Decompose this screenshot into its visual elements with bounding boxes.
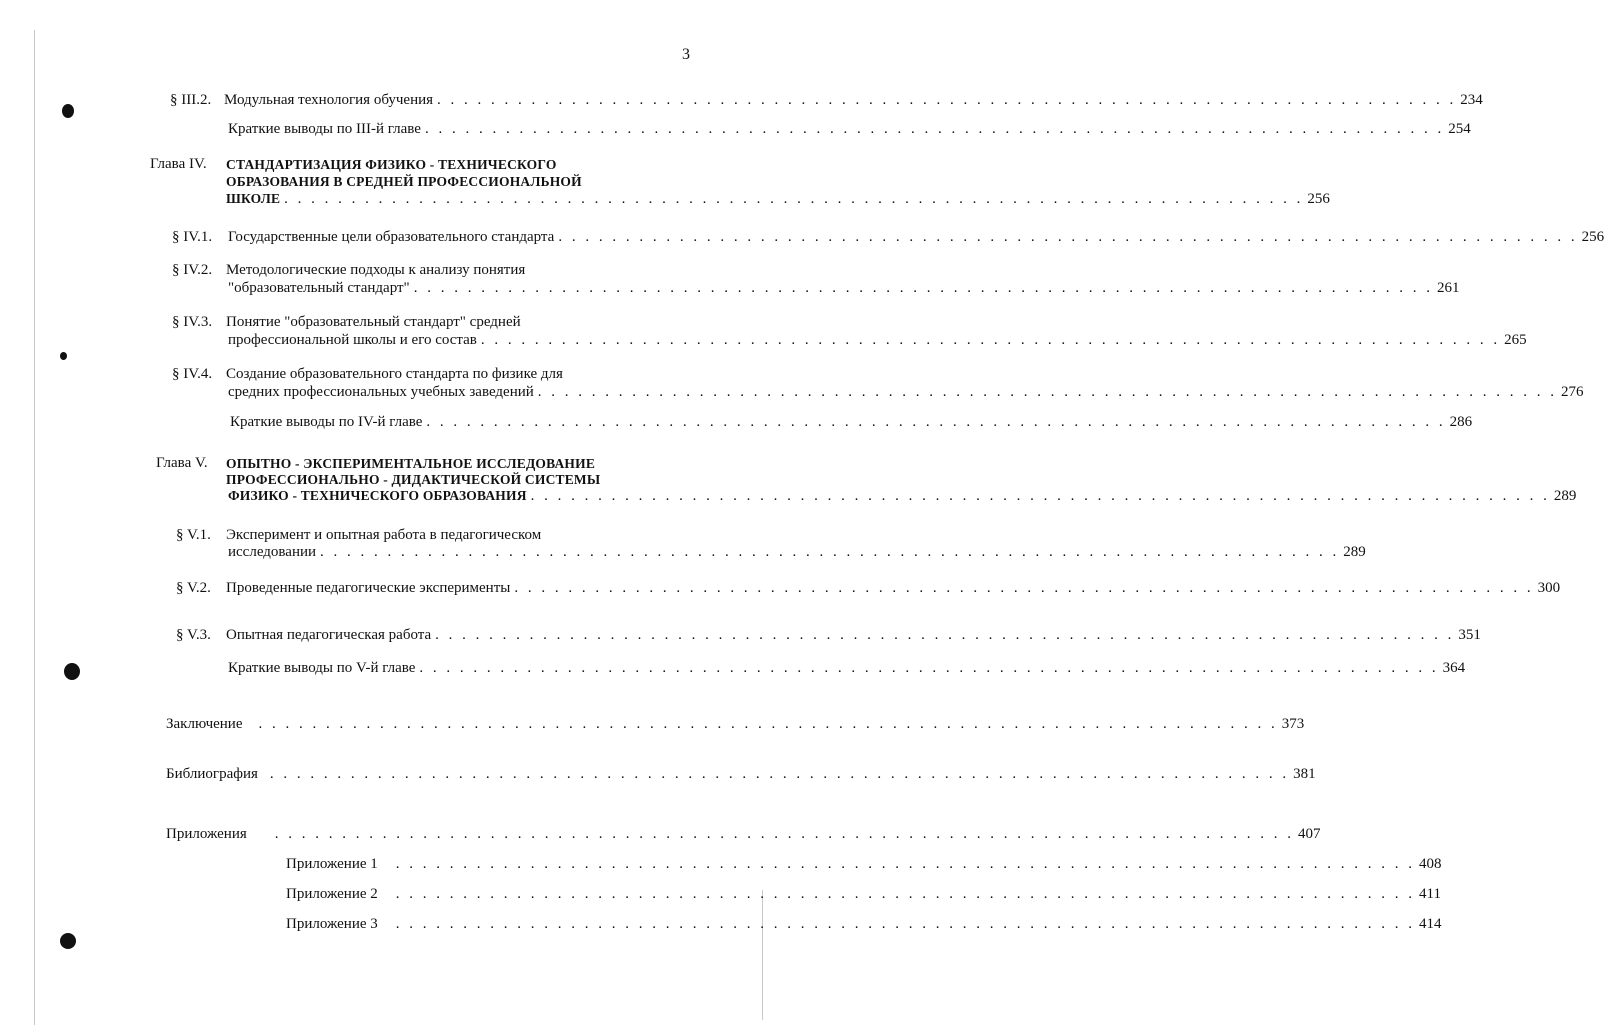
toc-entry-title: Приложение 2 — [286, 886, 378, 902]
dot-leader: . . . . . . . . . . . . . . . . . . . . . . . . . . . . . . . . . . . . . . . . . . . . . . . . . . . . . . . . . . . . . . . . . . . . . . . . . . . . — [258, 716, 1278, 732]
toc-entry-title: профессиональной школы и его состав — [228, 332, 477, 348]
dot-leader: . . . . . . . . . . . . . . . . . . . . . . . . . . . . . . . . . . . . . . . . . . . . . . . . . . . . . . . . . . . . . . . . . . . . . . . . . . . . — [537, 384, 1558, 400]
dot-leader: . . . . . . . . . . . . . . . . . . . . . . . . . . . . . . . . . . . . . . . . . . . . . . . . . . . . . . . . . . . . . . . . . . . . . . . . . . . . — [530, 488, 1550, 504]
toc-entry-chapter-4 — [226, 191, 1330, 208]
toc-section-number: § V.1. — [176, 527, 211, 543]
toc-entry-page: 256 — [1581, 229, 1604, 245]
toc-entry-4-3 — [228, 332, 1527, 349]
dot-leader: . . . . . . . . . . . . . . . . . . . . . . . . . . . . . . . . . . . . . . . . . . . . . . . . . . . . . . . . . . . . . . . . . . . . . . . . . . . . — [395, 886, 1416, 902]
toc-section-number: § V.2. — [176, 580, 211, 596]
toc-entry-title: Библиография — [166, 766, 258, 782]
toc-chapter-title-line: ШКОЛЕ — [226, 191, 281, 206]
scan-speck — [62, 104, 74, 118]
toc-entry-title: Краткие выводы по III-й главе — [228, 121, 421, 137]
toc-entry-title: Приложения — [166, 826, 247, 842]
toc-entry-title: Заключение — [166, 716, 243, 732]
page-number: 3 — [682, 46, 690, 63]
toc-section-number: § IV.3. — [172, 314, 213, 330]
toc-entry-title: Приложение 1 — [286, 856, 378, 872]
page-edge-right — [762, 890, 763, 1020]
toc-entry-page: 289 — [1343, 544, 1366, 560]
toc-entry-5-3 — [226, 627, 1481, 644]
toc-entry-appendix-2 — [286, 886, 1441, 903]
toc-entry-title: Государственные цели образовательного стандарта — [228, 229, 555, 245]
toc-entry-title: Краткие выводы по V-й главе — [228, 660, 416, 676]
toc-section-number: § III.2. — [170, 92, 212, 108]
toc-chapter-label: Глава V. — [156, 455, 208, 471]
toc-entry-appendix-1 — [286, 856, 1442, 873]
toc-entry-page: 265 — [1504, 332, 1527, 348]
toc-entry-page: 408 — [1419, 856, 1442, 872]
toc-entry-title: средних профессиональных учебных заведений — [228, 384, 534, 400]
toc-entry-4-4 — [228, 384, 1584, 401]
toc-chapter-title-line: ПРОФЕССИОНАЛЬНО - ДИДАКТИЧЕСКОЙ СИСТЕМЫ — [226, 472, 601, 487]
toc-section-number: § V.3. — [176, 627, 211, 643]
toc-entry-appendices — [166, 826, 1321, 843]
scan-speck — [64, 663, 80, 680]
toc-entry-page: 286 — [1449, 414, 1473, 430]
toc-entry-title: Понятие "образовательный стандарт" средней — [226, 314, 521, 330]
toc-entry-3-2 — [224, 92, 1483, 109]
toc-chapter-title-line: ОПЫТНО - ЭКСПЕРИМЕНТАЛЬНОЕ ИССЛЕДОВАНИЕ — [226, 456, 596, 471]
toc-entry-page: 373 — [1281, 716, 1305, 732]
toc-section-number: § IV.1. — [172, 229, 213, 245]
toc-entry-4-1 — [228, 229, 1604, 246]
scan-speck — [60, 933, 76, 949]
toc-entry-summary-4 — [230, 414, 1473, 431]
dot-leader: . . . . . . . . . . . . . . . . . . . . . . . . . . . . . . . . . . . . . . . . . . . . . . . . . . . . . . . . . . . . . . . . . . . . . . . . . . . . — [437, 92, 1457, 108]
toc-entry-summary-3 — [228, 121, 1471, 138]
toc-entry-page: 407 — [1298, 826, 1321, 842]
dot-leader: . . . . . . . . . . . . . . . . . . . . . . . . . . . . . . . . . . . . . . . . . . . . . . . . . . . . . . . . . . . . . . . . . . . . . . . . . . . . — [413, 280, 1433, 296]
toc-section-number: § IV.2. — [172, 262, 213, 278]
toc-entry-bibliography — [166, 766, 1316, 783]
toc-entry-page: 364 — [1442, 660, 1466, 676]
toc-entry-page: 276 — [1561, 384, 1584, 400]
dot-leader: . . . . . . . . . . . . . . . . . . . . . . . . . . . . . . . . . . . . . . . . . . . . . . . . . . . . . . . . . . . . . . . . . . . . . . . . . . . . — [269, 766, 1290, 782]
dot-leader: . . . . . . . . . . . . . . . . . . . . . . . . . . . . . . . . . . . . . . . . . . . . . . . . . . . . . . . . . . . . . . . . . . . . . . . . . . . . — [426, 414, 1446, 430]
toc-entry-title: Опытная педагогическая работа — [226, 627, 432, 643]
toc-entry-page: 300 — [1537, 580, 1561, 596]
toc-entry-title: Эксперимент и опытная работа в педагогическом — [226, 527, 542, 543]
dot-leader: . . . . . . . . . . . . . . . . . . . . . . . . . . . . . . . . . . . . . . . . . . . . . . . . . . . . . . . . . . . . . . . . . . . . . . . . . . . . — [395, 856, 1416, 872]
toc-entry-page: 234 — [1460, 92, 1483, 108]
toc-chapter-label: Глава IV. — [150, 156, 207, 172]
toc-chapter-title-line: ОБРАЗОВАНИЯ В СРЕДНЕЙ ПРОФЕССИОНАЛЬНОЙ — [226, 174, 582, 189]
dot-leader: . . . . . . . . . . . . . . . . . . . . . . . . . . . . . . . . . . . . . . . . . . . . . . . . . . . . . . . . . . . . . . . . . . . . . . . . . . . . — [480, 332, 1501, 348]
dot-leader: . . . . . . . . . . . . . . . . . . . . . . . . . . . . . . . . . . . . . . . . . . . . . . . . . . . . . . . . . . . . . . . . . . . . . . . . . . . . — [284, 191, 1304, 207]
toc-entry-title: Проведенные педагогические эксперименты — [226, 580, 511, 596]
toc-entry-page: 381 — [1293, 766, 1316, 782]
toc-entry-4-2 — [228, 280, 1460, 297]
toc-entry-conclusion — [166, 716, 1305, 733]
toc-entry-page: 289 — [1553, 488, 1577, 504]
toc-entry-page: 351 — [1458, 627, 1481, 643]
dot-leader: . . . . . . . . . . . . . . . . . . . . . . . . . . . . . . . . . . . . . . . . . . . . . . . . . . . . . . . . . . . . . . . . . . . . . . . . . . . . — [424, 121, 1445, 137]
page-edge-left — [34, 30, 35, 1025]
scan-speck — [60, 352, 67, 360]
toc-entry-title: исследовании — [228, 544, 317, 560]
toc-entry-title: Создание образовательного стандарта по физике для — [226, 366, 563, 382]
dot-leader: . . . . . . . . . . . . . . . . . . . . . . . . . . . . . . . . . . . . . . . . . . . . . . . . . . . . . . . . . . . . . . . . . . . . . . . . . . . . — [558, 229, 1578, 245]
toc-entry-5-1 — [228, 544, 1366, 561]
toc-chapter-title-line: СТАНДАРТИЗАЦИЯ ФИЗИКО - ТЕХНИЧЕСКОГО — [226, 157, 557, 172]
dot-leader: . . . . . . . . . . . . . . . . . . . . . . . . . . . . . . . . . . . . . . . . . . . . . . . . . . . . . . . . . . . . . . . . . . . . . . . . . . . . — [395, 916, 1416, 932]
toc-chapter-title-line: ФИЗИКО - ТЕХНИЧЕСКОГО ОБРАЗОВАНИЯ — [228, 488, 527, 503]
dot-leader: . . . . . . . . . . . . . . . . . . . . . . . . . . . . . . . . . . . . . . . . . . . . . . . . . . . . . . . . . . . . . . . . . . . . . . . . . . . . — [274, 826, 1294, 842]
toc-entry-title: Приложение 3 — [286, 916, 378, 932]
toc-entry-title: Модульная технология обучения — [224, 92, 434, 108]
toc-entry-page: 254 — [1448, 121, 1471, 137]
toc-entry-title: Краткие выводы по IV-й главе — [230, 414, 423, 430]
toc-entry-appendix-3 — [286, 916, 1442, 933]
dot-leader: . . . . . . . . . . . . . . . . . . . . . . . . . . . . . . . . . . . . . . . . . . . . . . . . . . . . . . . . . . . . . . . . . . . . . . . . . . . . — [419, 660, 1439, 676]
dot-leader: . . . . . . . . . . . . . . . . . . . . . . . . . . . . . . . . . . . . . . . . . . . . . . . . . . . . . . . . . . . . . . . . . . . . . . . . . . . . — [514, 580, 1534, 596]
toc-entry-title: Методологические подходы к анализу понятия — [226, 262, 526, 278]
toc-entry-page: 256 — [1307, 191, 1330, 207]
toc-entry-page: 414 — [1419, 916, 1442, 932]
toc-entry-5-2 — [226, 580, 1561, 597]
toc-entry-title: "образовательный стандарт" — [228, 280, 410, 296]
toc-entry-summary-5 — [228, 660, 1466, 677]
toc-entry-page: 261 — [1436, 280, 1460, 296]
toc-entry-page: 411 — [1419, 886, 1441, 902]
dot-leader: . . . . . . . . . . . . . . . . . . . . . . . . . . . . . . . . . . . . . . . . . . . . . . . . . . . . . . . . . . . . . . . . . . . . . . . . . . . . — [435, 627, 1455, 643]
toc-section-number: § IV.4. — [172, 366, 213, 382]
toc-entry-chapter-5 — [228, 488, 1577, 505]
dot-leader: . . . . . . . . . . . . . . . . . . . . . . . . . . . . . . . . . . . . . . . . . . . . . . . . . . . . . . . . . . . . . . . . . . . . . . . . . . . . — [320, 544, 1340, 560]
